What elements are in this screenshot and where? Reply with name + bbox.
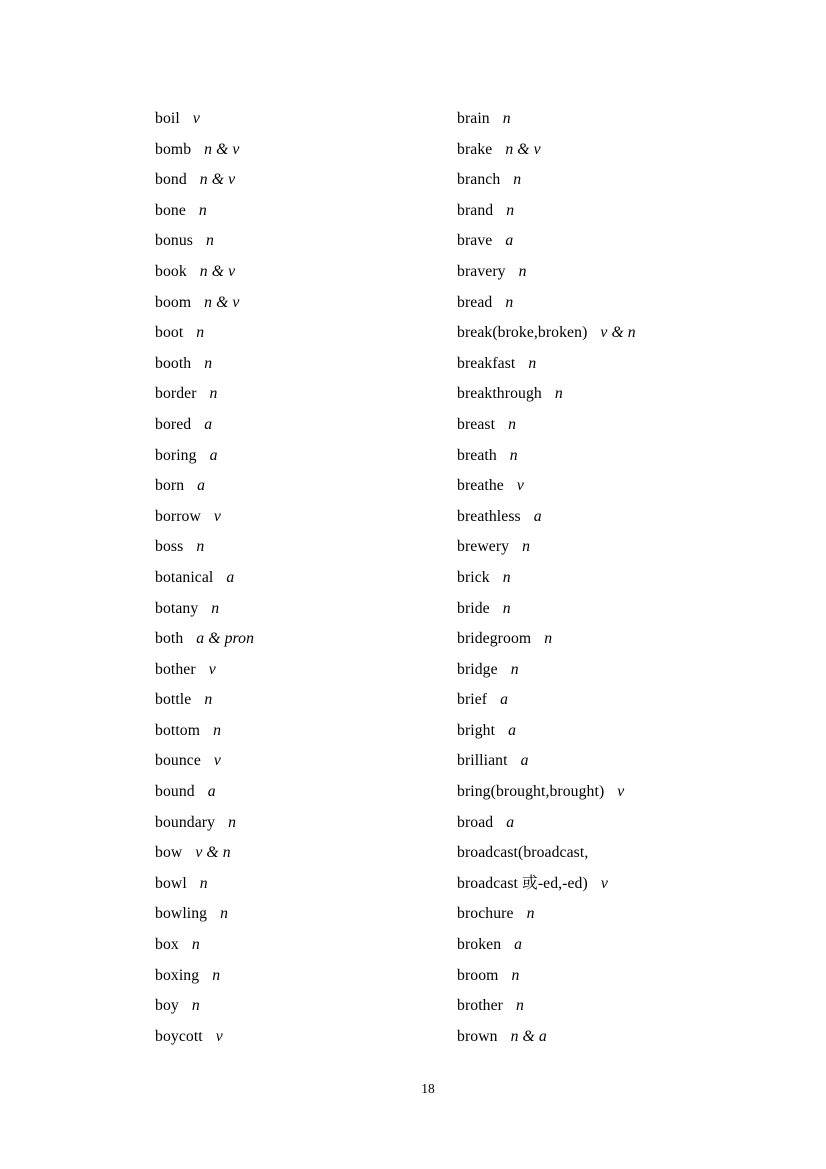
word-entry bbox=[155, 379, 457, 410]
pos-tag: n & v bbox=[204, 140, 240, 158]
word-text: bowl bbox=[155, 874, 187, 892]
word-entry bbox=[457, 869, 817, 900]
pos-tag: a bbox=[533, 507, 542, 525]
pos-tag: v bbox=[215, 1027, 223, 1045]
word-text: boom bbox=[155, 293, 192, 311]
word-entry bbox=[457, 930, 817, 961]
word-text: brown bbox=[457, 1027, 498, 1045]
word-text: border bbox=[155, 385, 197, 403]
word-text: bridegroom bbox=[457, 630, 532, 648]
pos-tag: a bbox=[506, 813, 515, 831]
word-text: boy bbox=[155, 997, 179, 1015]
word-text: breath bbox=[457, 446, 497, 464]
word-text: brief bbox=[457, 691, 488, 709]
pos-tag: n bbox=[220, 905, 229, 923]
word-entry bbox=[457, 594, 817, 625]
word-entry bbox=[155, 532, 457, 563]
word-text: boil bbox=[155, 110, 180, 127]
word-text: borrow bbox=[155, 507, 201, 525]
word-text: booth bbox=[155, 354, 192, 372]
word-entry bbox=[155, 257, 457, 288]
word-entry bbox=[155, 777, 457, 808]
pos-tag: v bbox=[208, 660, 216, 678]
pos-tag: n bbox=[511, 966, 520, 984]
word-entry bbox=[155, 502, 457, 533]
pos-tag: v bbox=[213, 507, 221, 525]
word-entry bbox=[155, 655, 457, 686]
word-entry bbox=[155, 746, 457, 777]
word-entry bbox=[155, 808, 457, 839]
pos-tag: n bbox=[522, 538, 531, 556]
word-text: book bbox=[155, 262, 187, 280]
word-entry bbox=[457, 716, 817, 747]
word-entry bbox=[457, 471, 817, 502]
pos-tag: a bbox=[207, 783, 216, 801]
word-entry bbox=[155, 685, 457, 716]
word-entry bbox=[457, 532, 817, 563]
word-entry bbox=[155, 471, 457, 502]
word-entry bbox=[457, 502, 817, 533]
word-entry bbox=[155, 716, 457, 747]
word-text: bother bbox=[155, 660, 196, 678]
word-text: breast bbox=[457, 415, 496, 433]
word-list-column-left bbox=[155, 104, 457, 1052]
word-entry bbox=[457, 226, 817, 257]
word-text: born bbox=[155, 477, 185, 495]
pos-tag: v bbox=[600, 874, 608, 892]
pos-tag: a bbox=[204, 415, 213, 433]
pos-tag: n & v bbox=[505, 140, 541, 158]
word-text: brain bbox=[457, 110, 490, 127]
word-entry bbox=[155, 991, 457, 1022]
word-text: bottle bbox=[155, 691, 192, 709]
word-text: box bbox=[155, 936, 179, 954]
pos-tag: n bbox=[211, 599, 220, 617]
pos-tag: n bbox=[205, 232, 214, 250]
word-text: bring(brought,brought) bbox=[457, 783, 605, 801]
pos-tag: n bbox=[509, 446, 518, 464]
pos-tag: a bbox=[505, 232, 514, 250]
pos-tag: n bbox=[228, 813, 237, 831]
word-text: bottom bbox=[155, 721, 201, 739]
pos-tag: v bbox=[516, 477, 524, 495]
word-list bbox=[155, 104, 826, 1052]
pos-tag: n bbox=[505, 293, 514, 311]
word-entry bbox=[155, 288, 457, 319]
word-text: boring bbox=[155, 446, 197, 464]
word-entry bbox=[155, 226, 457, 257]
word-text: break(broke,broken) bbox=[457, 324, 588, 342]
word-text: both bbox=[155, 630, 184, 648]
word-text: bomb bbox=[155, 140, 192, 158]
word-entry bbox=[457, 349, 817, 380]
word-text: bonus bbox=[155, 232, 193, 250]
pos-tag: n bbox=[518, 262, 527, 280]
pos-tag: n bbox=[528, 354, 537, 372]
pos-tag: n bbox=[510, 660, 519, 678]
word-entry bbox=[155, 196, 457, 227]
pos-tag: n bbox=[544, 630, 553, 648]
pos-tag: a bbox=[514, 936, 523, 954]
word-entry bbox=[155, 838, 457, 869]
word-entry bbox=[457, 624, 817, 655]
word-entry bbox=[457, 441, 817, 472]
pos-tag: n bbox=[196, 538, 205, 556]
word-text: broadcast 或-ed,-ed) bbox=[457, 874, 588, 892]
word-entry bbox=[155, 624, 457, 655]
word-entry bbox=[457, 288, 817, 319]
pos-tag: n bbox=[526, 905, 535, 923]
word-entry bbox=[457, 808, 817, 839]
word-entry bbox=[457, 991, 817, 1022]
pos-tag: n bbox=[212, 966, 221, 984]
word-text: broadcast(broadcast, bbox=[457, 844, 589, 862]
pos-tag: a bbox=[508, 721, 517, 739]
word-text: brewery bbox=[457, 538, 510, 556]
word-text: bounce bbox=[155, 752, 201, 770]
word-text: botanical bbox=[155, 568, 214, 586]
pos-tag: n bbox=[502, 110, 511, 127]
word-text: bowling bbox=[155, 905, 208, 923]
word-text: broom bbox=[457, 966, 499, 984]
word-entry bbox=[457, 655, 817, 686]
word-entry bbox=[155, 899, 457, 930]
word-entry bbox=[155, 410, 457, 441]
pos-tag: n bbox=[502, 599, 511, 617]
pos-tag: n bbox=[213, 721, 222, 739]
word-text: bone bbox=[155, 201, 186, 219]
word-text: bow bbox=[155, 844, 183, 862]
pos-tag: n bbox=[199, 874, 208, 892]
page-number: 18 bbox=[421, 1081, 435, 1096]
word-text: bond bbox=[155, 171, 187, 189]
word-entry bbox=[457, 165, 817, 196]
word-entry bbox=[457, 104, 817, 135]
word-entry bbox=[155, 349, 457, 380]
word-entry bbox=[457, 379, 817, 410]
pos-tag: n bbox=[198, 201, 207, 219]
word-text: boxing bbox=[155, 966, 200, 984]
word-entry bbox=[155, 104, 457, 135]
word-text: bride bbox=[457, 599, 490, 617]
word-entry bbox=[457, 838, 817, 869]
word-text: botany bbox=[155, 599, 199, 617]
word-text: bravery bbox=[457, 262, 506, 280]
pos-tag: v bbox=[617, 783, 625, 801]
pos-tag: n & v bbox=[204, 293, 240, 311]
word-entry bbox=[457, 410, 817, 441]
word-entry bbox=[155, 135, 457, 166]
word-entry bbox=[457, 746, 817, 777]
word-text: brilliant bbox=[457, 752, 508, 770]
word-entry bbox=[155, 869, 457, 900]
pos-tag: n bbox=[191, 997, 200, 1015]
pos-tag: v & n bbox=[600, 324, 636, 342]
word-entry bbox=[155, 165, 457, 196]
pos-tag: n bbox=[513, 171, 522, 189]
word-entry bbox=[155, 930, 457, 961]
word-text: bread bbox=[457, 293, 493, 311]
word-text: bright bbox=[457, 721, 496, 739]
word-text: brother bbox=[457, 997, 504, 1015]
word-entry bbox=[457, 961, 817, 992]
word-text: broad bbox=[457, 813, 494, 831]
word-text: boundary bbox=[155, 813, 216, 831]
word-entry bbox=[457, 318, 817, 349]
word-text: broken bbox=[457, 936, 502, 954]
pos-tag: n & v bbox=[199, 262, 236, 280]
pos-tag: a bbox=[520, 752, 529, 770]
word-text: boot bbox=[155, 324, 184, 342]
word-entry bbox=[457, 135, 817, 166]
word-entry bbox=[457, 685, 817, 716]
word-text: brick bbox=[457, 568, 490, 586]
pos-tag: n bbox=[516, 997, 524, 1015]
pos-tag: n bbox=[502, 568, 511, 586]
pos-tag: v bbox=[192, 110, 200, 127]
pos-tag: a & pron bbox=[196, 630, 255, 648]
word-list-column-right bbox=[457, 104, 817, 1052]
word-text: brand bbox=[457, 201, 494, 219]
word-text: bound bbox=[155, 783, 195, 801]
pos-tag: a bbox=[226, 568, 235, 586]
word-text: brochure bbox=[457, 905, 514, 923]
word-text: branch bbox=[457, 171, 501, 189]
word-text: breakfast bbox=[457, 354, 516, 372]
word-text: boycott bbox=[155, 1027, 203, 1045]
pos-tag: n & a bbox=[510, 1027, 547, 1045]
pos-tag: a bbox=[209, 446, 218, 464]
pos-tag: n bbox=[204, 691, 213, 709]
word-entry bbox=[457, 777, 817, 808]
word-text: breathless bbox=[457, 507, 521, 525]
pos-tag: n bbox=[209, 385, 218, 403]
pos-tag: n bbox=[506, 201, 515, 219]
word-text: breakthrough bbox=[457, 385, 542, 403]
word-entry bbox=[457, 196, 817, 227]
pos-tag: n bbox=[508, 415, 517, 433]
word-text: boss bbox=[155, 538, 184, 556]
pos-tag: n & v bbox=[199, 171, 236, 189]
pos-tag: n bbox=[554, 385, 563, 403]
word-text: brake bbox=[457, 140, 493, 158]
word-text: bored bbox=[155, 415, 192, 433]
word-entry bbox=[155, 441, 457, 472]
pos-tag: v bbox=[213, 752, 221, 770]
word-text: breathe bbox=[457, 477, 504, 495]
pos-tag: a bbox=[197, 477, 206, 495]
word-entry bbox=[155, 1022, 457, 1053]
word-text: bridge bbox=[457, 660, 498, 678]
pos-tag: n bbox=[191, 936, 200, 954]
word-entry bbox=[457, 563, 817, 594]
word-text: brave bbox=[457, 232, 493, 250]
word-entry bbox=[155, 563, 457, 594]
word-entry bbox=[155, 961, 457, 992]
word-entry bbox=[457, 899, 817, 930]
word-entry bbox=[155, 318, 457, 349]
word-entry bbox=[457, 257, 817, 288]
pos-tag: n bbox=[204, 354, 213, 372]
pos-tag: a bbox=[500, 691, 509, 709]
pos-tag: n bbox=[196, 324, 205, 342]
word-entry bbox=[457, 1022, 817, 1053]
word-entry bbox=[155, 594, 457, 625]
pos-tag: v & n bbox=[195, 844, 231, 862]
